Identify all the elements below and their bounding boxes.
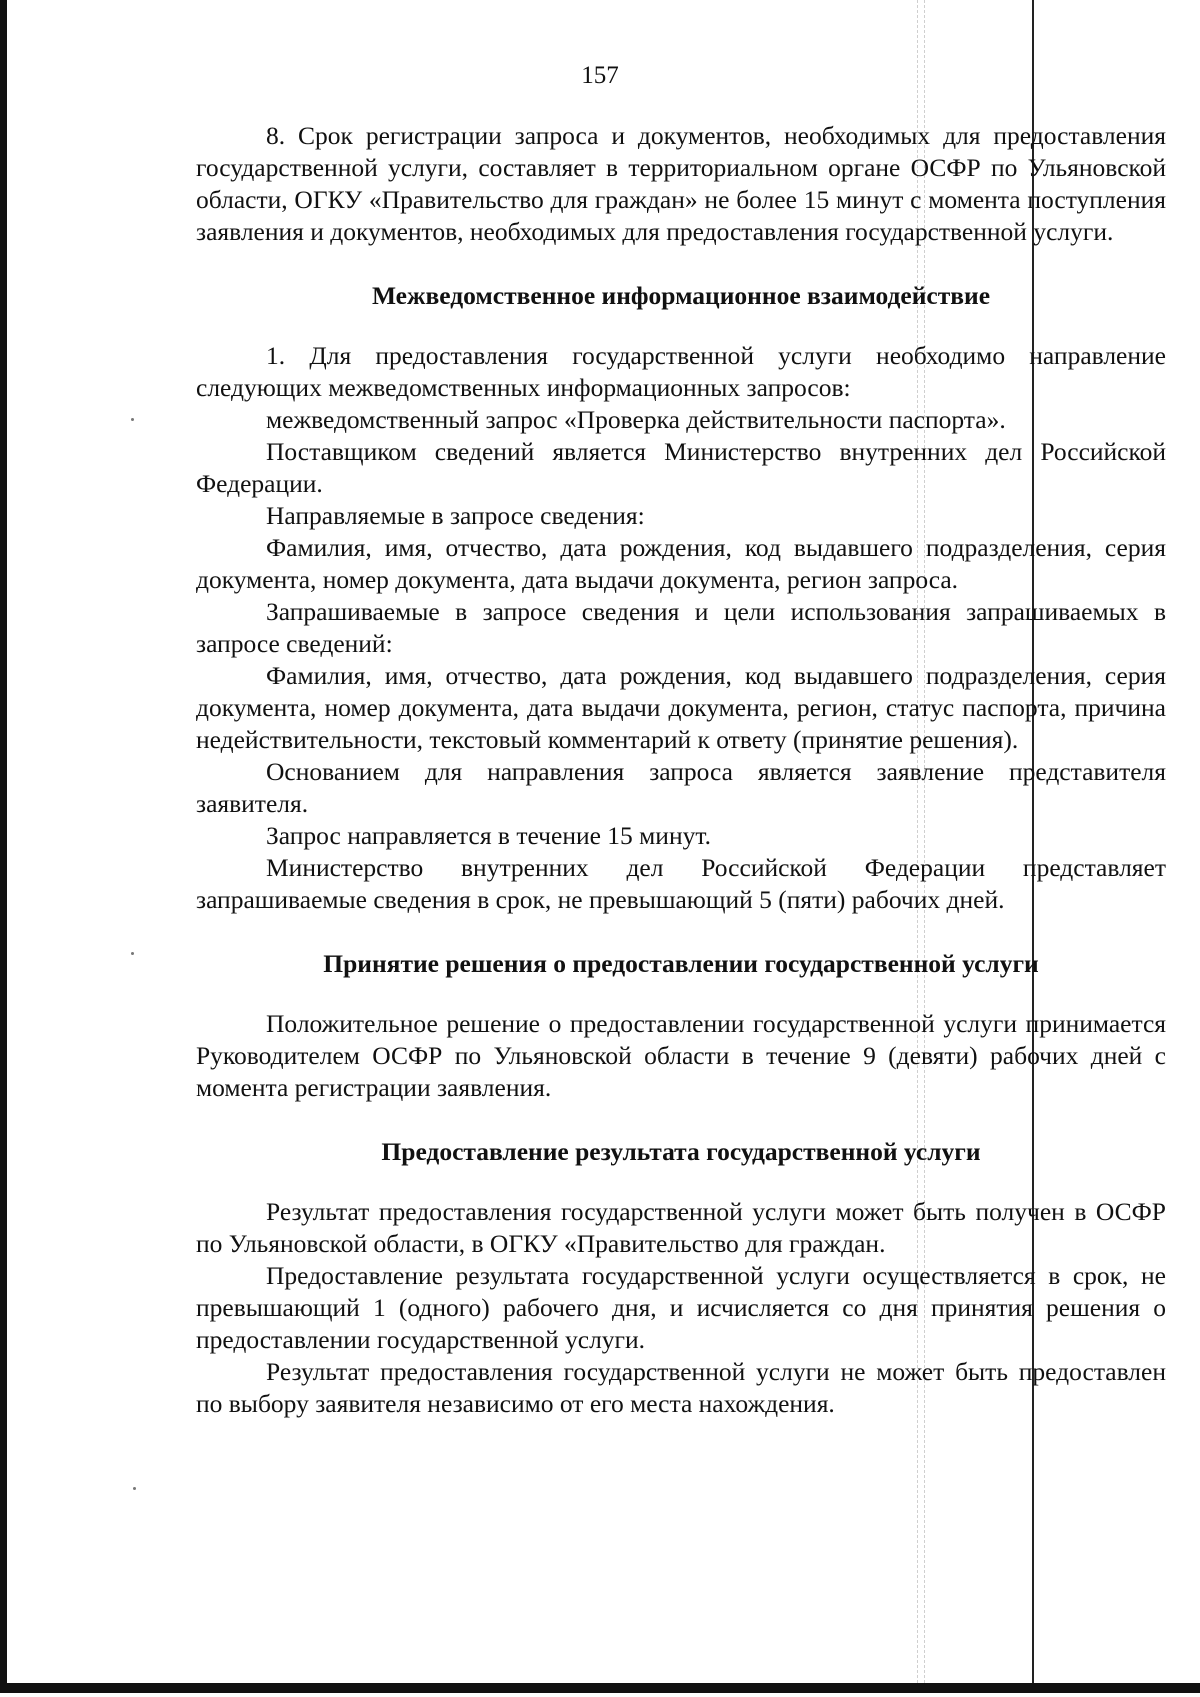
paragraph: Поставщиком сведений является Министерство внутренних дел Российской Федерации. [196,437,1166,498]
scan-speck [133,1487,136,1490]
paragraph: Положительное решение о предоставлении государственной услуги принимается Руководителем ОСФР по Ульяновской области в течение 9 (девяти) рабочих дней с момента регистрации заявления. [196,1009,1166,1102]
paragraph: межведомственный запрос «Проверка действительности паспорта». [266,405,1006,434]
paragraph: Направляемые в запросе сведения: [266,501,645,530]
paragraph: Основанием для направления запроса является заявление представителя заявителя. [196,757,1166,818]
paragraph: Предоставление результата государственной услуги осуществляется в срок, не превышающий 1 (одного) рабочего дня, и исчисляется со дня принятия решения о предоставлении государственной услуги. [196,1261,1166,1354]
paragraph: 8. Срок регистрации запроса и документов, необходимых для предоставления государственной услуги, составляет в территориальном органе ОСФР по Ульяновской области, ОГКУ «Правительство для граждан» не более 15 минут с момента поступления заявления и документов, необходимых для предоставления государственной услуги. [196,121,1166,246]
section-heading: Принятие решения о предоставлении государственной услуги [323,949,1039,978]
section-heading: Межведомственное информационное взаимодействие [371,281,991,310]
scan-left-border [0,0,7,1693]
page-number: 157 [581,62,619,89]
paragraph: Фамилия, имя, отчество, дата рождения, код выдавшего подразделения, серия документа, номер документа, дата выдачи документа, регион запроса. [196,533,1166,594]
scan-bottom-border [0,1683,1200,1693]
paragraph: 1. Для предоставления государственной услуги необходимо направление следующих межведомственных информационных запросов: [196,341,1166,402]
paragraph: Министерство внутренних дел Российской Федерации представляет запрашиваемые сведения в срок, не превышающий 5 (пяти) рабочих дней. [196,853,1166,914]
paragraph: Запрос направляется в течение 15 минут. [266,821,711,850]
scan-speck [131,418,134,421]
section-heading: Предоставление результата государственной услуги [381,1137,981,1166]
scan-speck [131,952,134,955]
paragraph: Фамилия, имя, отчество, дата рождения, код выдавшего подразделения, серия документа, номер документа, дата выдачи документа, регион, статус паспорта, причина недействительности, текстовый комментарий к ответу (принятие решения). [196,661,1166,754]
paragraph: Запрашиваемые в запросе сведения и цели использования запрашиваемых в запросе сведений: [196,597,1166,658]
document-body [196,120,1166,1420]
paragraph: Результат предоставления государственной услуги может быть получен в ОСФР по Ульяновской области, в ОГКУ «Правительство для граждан. [196,1197,1166,1258]
paragraph: Результат предоставления государственной услуги не может быть предоставлен по выбору заявителя независимо от его места нахождения. [196,1357,1166,1418]
